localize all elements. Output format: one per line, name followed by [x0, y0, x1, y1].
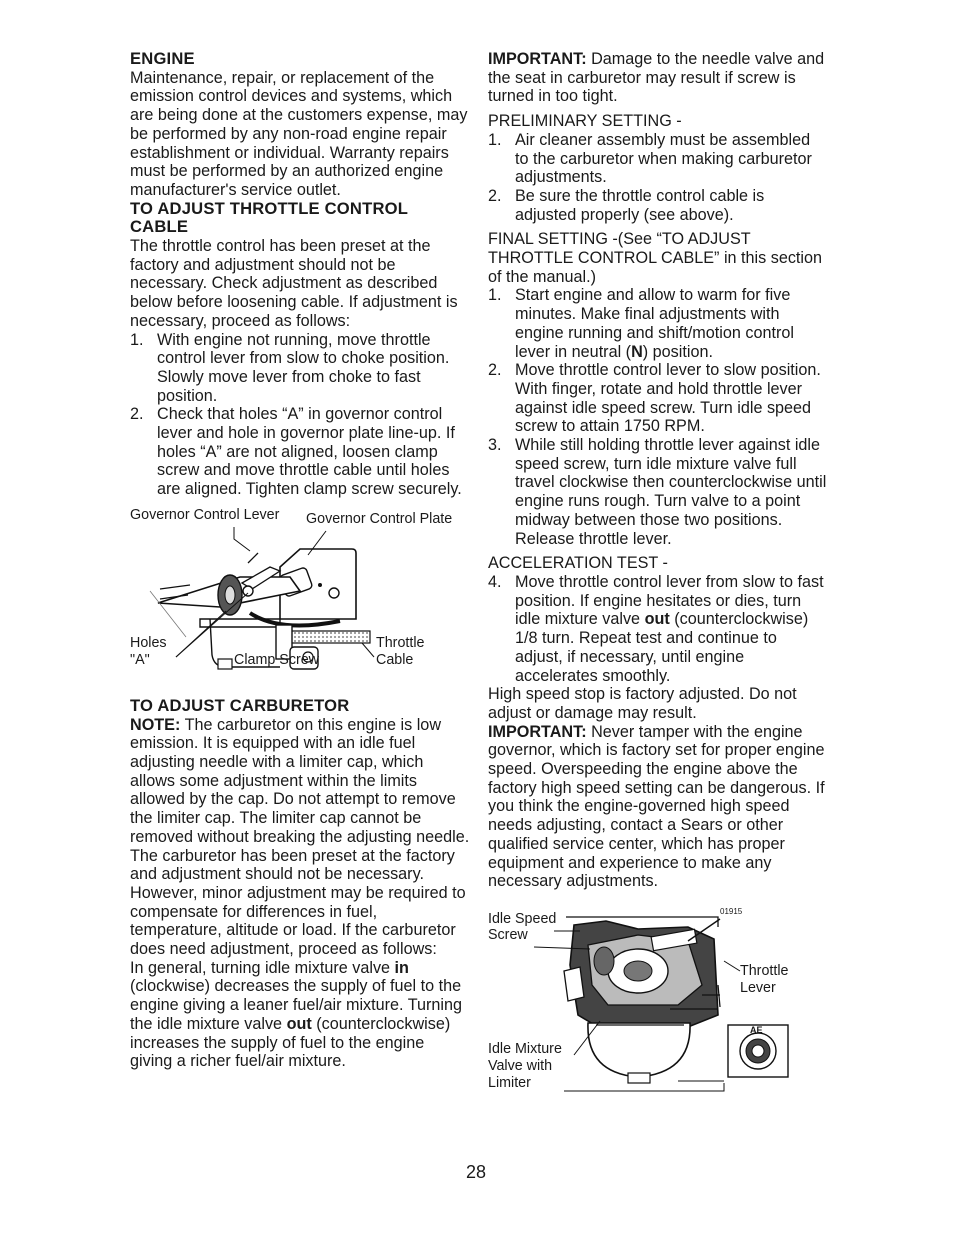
governor-figure: [130, 507, 470, 685]
carburetor-note: NOTE: The carburetor on this engine is low emission. It is equipped with an idle fuel adjusting needle with a limiter cap, which allows some adjustment within the limits allowed by the cap. Do not attempt to remove the limiter cap. The limiter cap cannot be removed without breaking the adjusting needle.: [130, 715, 470, 846]
preliminary-step-1: 1. Air cleaner assembly must be assembled to the carburetor when making carburetor adjustments.: [488, 130, 812, 187]
label-throttle-cable-2: Cable: [376, 651, 414, 668]
final-setting-steps: [488, 286, 828, 548]
throttle-step-2: 2. Check that holes “A” in governor control lever and hole in governor plate line-up. If holes “A” are not aligned, loosen clamp screw and move throttle cable until holes are aligned. Tighten clamp screw securely.: [130, 405, 462, 499]
throttle-step-1: 1. With engine not running, move throttle control lever from slow to choke position. Slowly move lever from choke to fast position.: [130, 330, 450, 405]
carburetor-paragraph-3: In general, turning idle mixture valve in (clockwise) decreases the supply of fuel to the engine giving a leaner fuel/air mixture. Turning the idle mixture valve out (counterclockwise) increases the supply of fuel to the engine giving a richer fuel/air mixture.: [130, 958, 463, 1071]
preliminary-steps: [488, 131, 828, 225]
figure-code: 01915: [720, 906, 743, 916]
label-holes: Holes: [130, 634, 167, 651]
ae-badge: AE: [750, 1024, 763, 1035]
throttle-steps: [130, 331, 470, 499]
label-idle-speed-1: Idle Speed: [488, 910, 557, 927]
page-number: 28: [466, 1162, 487, 1182]
label-throttle-lever-2: Lever: [740, 979, 776, 996]
carburetor-heading: TO ADJUST CARBURETOR: [130, 695, 350, 715]
engine-paragraph: Maintenance, repair, or replacement of the emission control devices and systems, which are being done at the customers expense, may be performed by any non-road engine repair establishment or individual. Warranty repairs must be performed by an authorized engine manufacturer's service outlet.: [130, 68, 468, 199]
final-step-2: 2. Move throttle control lever to slow position. With finger, rotate and hold throttle lever against idle speed screw. Turn idle speed screw to attain 1750 RPM.: [488, 361, 821, 436]
label-idle-mixture-1: Idle Mixture: [488, 1040, 562, 1057]
engine-heading: ENGINE: [130, 49, 195, 68]
carburetor-paragraph-2: The carburetor has been preset at the factory and adjustment should not be necessary. However, minor adjustment may be required to compensate for differences in fuel, temperature, altitude or load. If the carburetor does need adjustment, proceed as follows:: [130, 846, 466, 959]
acceleration-steps: [488, 573, 828, 685]
carburetor-figure: [488, 905, 808, 1097]
high-speed-note: High speed stop is factory adjusted. Do not adjust or damage may result.: [488, 685, 797, 722]
label-governor-plate: Governor Control Plate: [306, 510, 453, 527]
final-step-3: 3. While still holding throttle lever against idle speed screw, turn idle mixture valve full travel clockwise then counterclockwise until engine runs rough. Turn valve to a point midway between those two positions. Release throttle lever.: [488, 436, 827, 548]
important-needle: IMPORTANT: Damage to the needle valve and the seat in carburetor may result if screw is turned in too tight.: [488, 50, 825, 106]
label-idle-mixture-2: Valve with: [488, 1057, 553, 1074]
label-clamp-screw: Clamp Screw: [234, 651, 320, 668]
label-throttle-lever-1: Throttle: [740, 962, 789, 979]
right-column: [488, 50, 828, 1097]
final-step-1: 1. Start engine and allow to warm for five minutes. Make final adjustments with engine running and shift/motion control lever in neutral (N) position.: [488, 286, 794, 361]
preliminary-heading: PRELIMINARY SETTING -: [488, 112, 682, 131]
important-governor: IMPORTANT: Never tamper with the engine governor, which is factory set for proper engine speed. Overspeeding the engine above the factory high speed setting can be dangerous. If you think the engine-governed high speed needs adjusting, contact a Sears or other qualified service center, which has proper equipment and experience to make any necessary adjustments.: [488, 722, 825, 891]
label-governor-lever: Governor Control Lever: [130, 506, 280, 523]
acceleration-heading: ACCELERATION TEST -: [488, 554, 668, 573]
preliminary-step-2: 2. Be sure the throttle control cable is adjusted properly (see above).: [488, 186, 765, 224]
throttle-heading: TO ADJUST THROTTLE CONTROL CABLE: [130, 198, 408, 237]
left-column: [130, 50, 470, 1071]
final-setting-heading: FINAL SETTING -(See “TO ADJUST THROTTLE CONTROL CABLE” in this section of the manual.): [488, 230, 823, 286]
label-throttle-cable-1: Throttle: [376, 634, 425, 651]
label-idle-speed-2: Screw: [488, 926, 528, 943]
label-idle-mixture-3: Limiter: [488, 1074, 531, 1091]
label-a: "A": [130, 651, 150, 668]
throttle-intro: The throttle control has been preset at the factory and adjustment should not be necessary. Check adjustment as described below before loosening cable. If adjustment is necessary, proceed as follows:: [130, 237, 458, 330]
acceleration-step-4: 4. Move throttle control lever from slow to fast position. If engine hesitates or dies, turn idle mixture valve out (counterclockwise) 1/8 turn. Repeat test and continue to adjust, if necessary, until engine accelerates smoothly.: [488, 572, 824, 685]
